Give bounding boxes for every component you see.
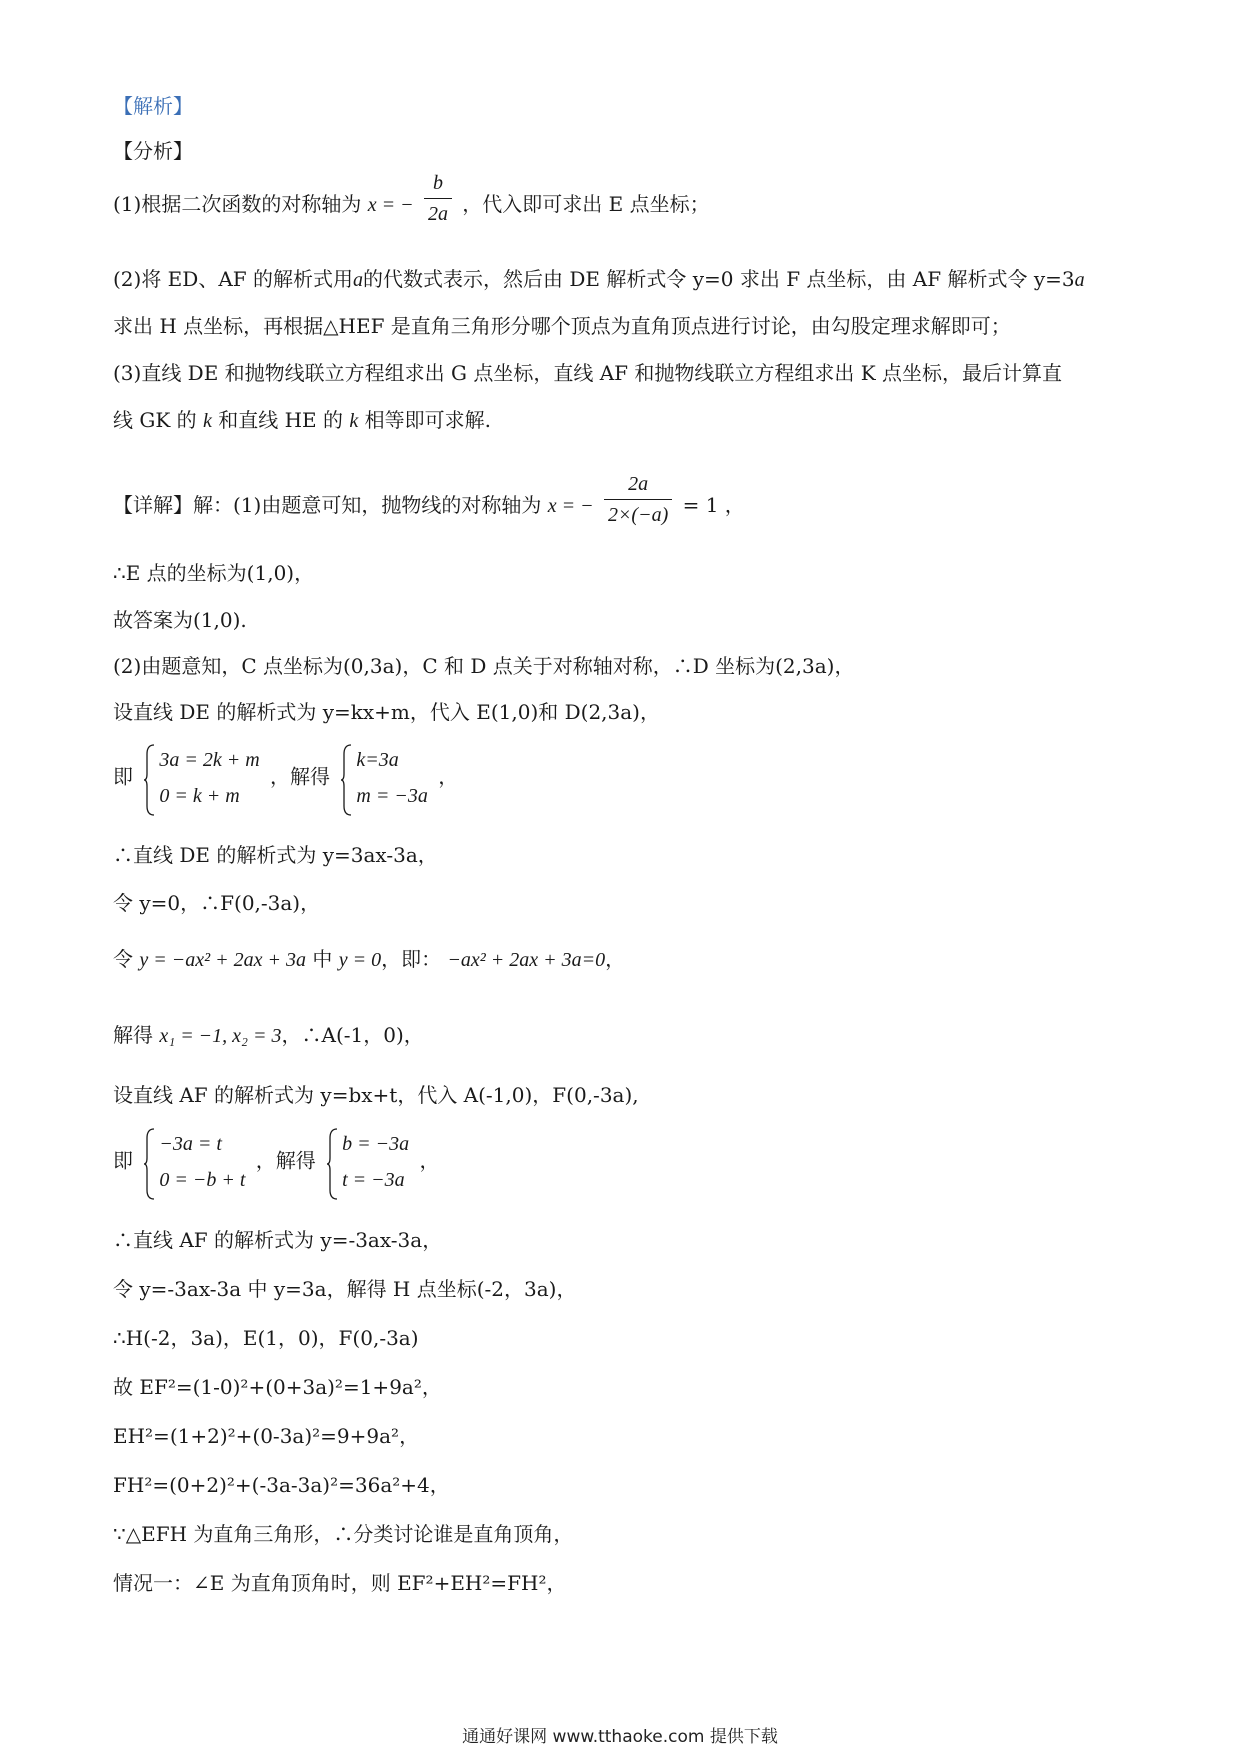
brace-icon bbox=[143, 744, 155, 816]
system-1-prefix: 即 bbox=[113, 764, 133, 789]
analysis-p1-fraction bbox=[424, 168, 452, 229]
quad-equation-2: −ax² + 2ax + 3a=0 bbox=[447, 949, 606, 971]
analysis-p3-k2: k bbox=[349, 410, 359, 432]
analysis-p1-pre: (1)根据二次函数的对称轴为 bbox=[113, 192, 362, 216]
detail-line-h: 令 y=-3ax-3a 中 y=3a，解得 H 点坐标(-2，3a)， bbox=[113, 1277, 577, 1301]
detail-line-answer: 故答案为(1,0). bbox=[113, 608, 247, 632]
quad-text-a: 令 bbox=[113, 947, 133, 971]
system-1-row-1: 3a = 2k + m bbox=[159, 749, 260, 771]
quad-text-d: ， bbox=[605, 947, 626, 971]
analysis-line-1 bbox=[113, 172, 710, 229]
analysis-p2-text-a: (2)将 ED、AF 的解析式用 bbox=[113, 267, 353, 291]
detail-line-e-coord: ∴E 点的坐标为(1,0)， bbox=[113, 561, 315, 585]
detail-line-af-result: ∴直线 AF 的解析式为 y=-3ax-3a， bbox=[113, 1228, 443, 1252]
system-1-sol-2: m = −3a bbox=[356, 785, 428, 807]
system-1-sol-1: k=3a bbox=[356, 749, 399, 771]
system-1-end: ， bbox=[438, 764, 459, 789]
detail-line-right-triangle: ∵△EFH 为直角三角形，∴分类讨论谁是直角顶角， bbox=[113, 1522, 574, 1546]
system-2-row-2: 0 = −b + t bbox=[159, 1169, 246, 1191]
page-footer: 通通好课网 www.tthaoke.com 提供下载 bbox=[462, 1727, 778, 1747]
quad-y0: y = 0 bbox=[338, 949, 382, 971]
analysis-line-3: 求出 H 点坐标，再根据△HEF 是直角三角形分哪个顶点为直角顶点进行讨论，由勾股定理求解即可； bbox=[113, 314, 1011, 338]
detail-line-points: ∴H(-2，3a)，E(1，0)，F(0,-3a) bbox=[113, 1326, 419, 1350]
detail-line-quad bbox=[113, 944, 625, 975]
brace-icon bbox=[143, 1128, 155, 1200]
detail-intro-line bbox=[113, 473, 745, 530]
analysis-line-2 bbox=[113, 264, 1085, 295]
roots-equation: x₁ = −1, x₂ = 3 bbox=[159, 1025, 282, 1047]
brace-icon bbox=[340, 744, 352, 816]
analysis-p2-text-b: 的代数式表示，然后由 DE 解析式令 y=0 求出 F 点坐标，由 AF 解析式令 y=3 bbox=[363, 267, 1075, 291]
system-2-line bbox=[113, 1126, 439, 1198]
analysis-line-5 bbox=[113, 405, 491, 436]
analysis-p2-var2: a bbox=[1074, 269, 1085, 291]
detail-line-case-1: 情况一：∠E 为直角顶角时，则 EF²+EH²=FH²， bbox=[113, 1571, 567, 1595]
analysis-line-4: (3)直线 DE 和抛物线联立方程组求出 G 点坐标，直线 AF 和抛物线联立方程组求出 K 点坐标，最后计算直 bbox=[113, 361, 1063, 385]
quad-text-b: 中 bbox=[312, 947, 333, 971]
system-1-mid: ，解得 bbox=[270, 764, 331, 789]
analysis-p3-text-b: 和直线 HE 的 bbox=[218, 408, 344, 432]
axis-fraction bbox=[604, 469, 672, 530]
analysis-p1-post: ，代入即可求出 E 点坐标； bbox=[462, 192, 710, 216]
analysis-p1-eq-lhs: x = − bbox=[367, 194, 414, 216]
roots-text-b: ，∴A(-1，0)， bbox=[281, 1023, 424, 1047]
analysis-p3-k1: k bbox=[203, 410, 212, 432]
system-2-sol-1: b = −3a bbox=[342, 1133, 410, 1155]
detail-line-f: 令 y=0，∴F(0,-3a)， bbox=[113, 891, 321, 915]
section-header-jiexi: 【解析】 bbox=[113, 94, 193, 118]
detail-line-af-set: 设直线 AF 的解析式为 y=bx+t，代入 A(-1,0)，F(0,-3a), bbox=[113, 1083, 639, 1107]
detail-line-eh: EH²=(1+2)²+(0-3a)²=9+9a²， bbox=[113, 1424, 420, 1448]
system-2-sol-2: t = −3a bbox=[342, 1169, 405, 1191]
axis-eq-rhs: = 1 ， bbox=[682, 493, 745, 517]
system-2-mid: ，解得 bbox=[255, 1148, 316, 1173]
detail-line-c: (2)由题意知，C 点坐标为(0,3a)，C 和 D 点关于对称轴对称，∴D 坐标为(2,3a)， bbox=[113, 654, 855, 678]
fraction-numerator: b bbox=[432, 172, 443, 194]
system-2-solution bbox=[326, 1126, 409, 1198]
fraction-denominator: 2×(−a) bbox=[604, 499, 672, 530]
system-2-prefix: 即 bbox=[113, 1148, 133, 1173]
detail-line-roots bbox=[113, 1020, 424, 1051]
quad-equation: y = −ax² + 2ax + 3a bbox=[139, 949, 306, 971]
detail-line-ef: 故 EF²=(1-0)²+(0+3a)²=1+9a²， bbox=[113, 1375, 442, 1399]
section-header-fenxi: 【分析】 bbox=[113, 139, 193, 163]
fraction-denominator: 2a bbox=[424, 198, 452, 229]
system-1-line bbox=[113, 742, 458, 814]
system-2-row-1: −3a = t bbox=[159, 1133, 222, 1155]
analysis-p3-text-a: 线 GK 的 bbox=[113, 408, 197, 432]
detail-line-fh: FH²=(0+2)²+(-3a-3a)²=36a²+4， bbox=[113, 1473, 450, 1497]
analysis-p3-text-c: 相等即可求解. bbox=[364, 408, 491, 432]
system-1-solution bbox=[340, 742, 427, 814]
system-2-end: ， bbox=[419, 1148, 440, 1173]
fraction-numerator: 2a bbox=[628, 473, 649, 495]
axis-eq-lhs: x = − bbox=[547, 495, 594, 517]
system-1-left bbox=[143, 742, 259, 814]
analysis-p2-var: a bbox=[353, 269, 363, 291]
system-2-left bbox=[143, 1126, 245, 1198]
quad-text-c: ，即： bbox=[381, 947, 442, 971]
detail-line-de-set: 设直线 DE 的解析式为 y=kx+m，代入 E(1,0)和 D(2,3a)， bbox=[113, 700, 660, 724]
detail-intro-text: 【详解】解：(1)由题意可知，抛物线的对称轴为 bbox=[113, 493, 542, 517]
detail-line-de-result: ∴直线 DE 的解析式为 y=3ax-3a， bbox=[113, 843, 438, 867]
system-1-row-2: 0 = k + m bbox=[159, 785, 240, 807]
brace-icon bbox=[326, 1128, 338, 1200]
roots-text-a: 解得 bbox=[113, 1023, 153, 1047]
